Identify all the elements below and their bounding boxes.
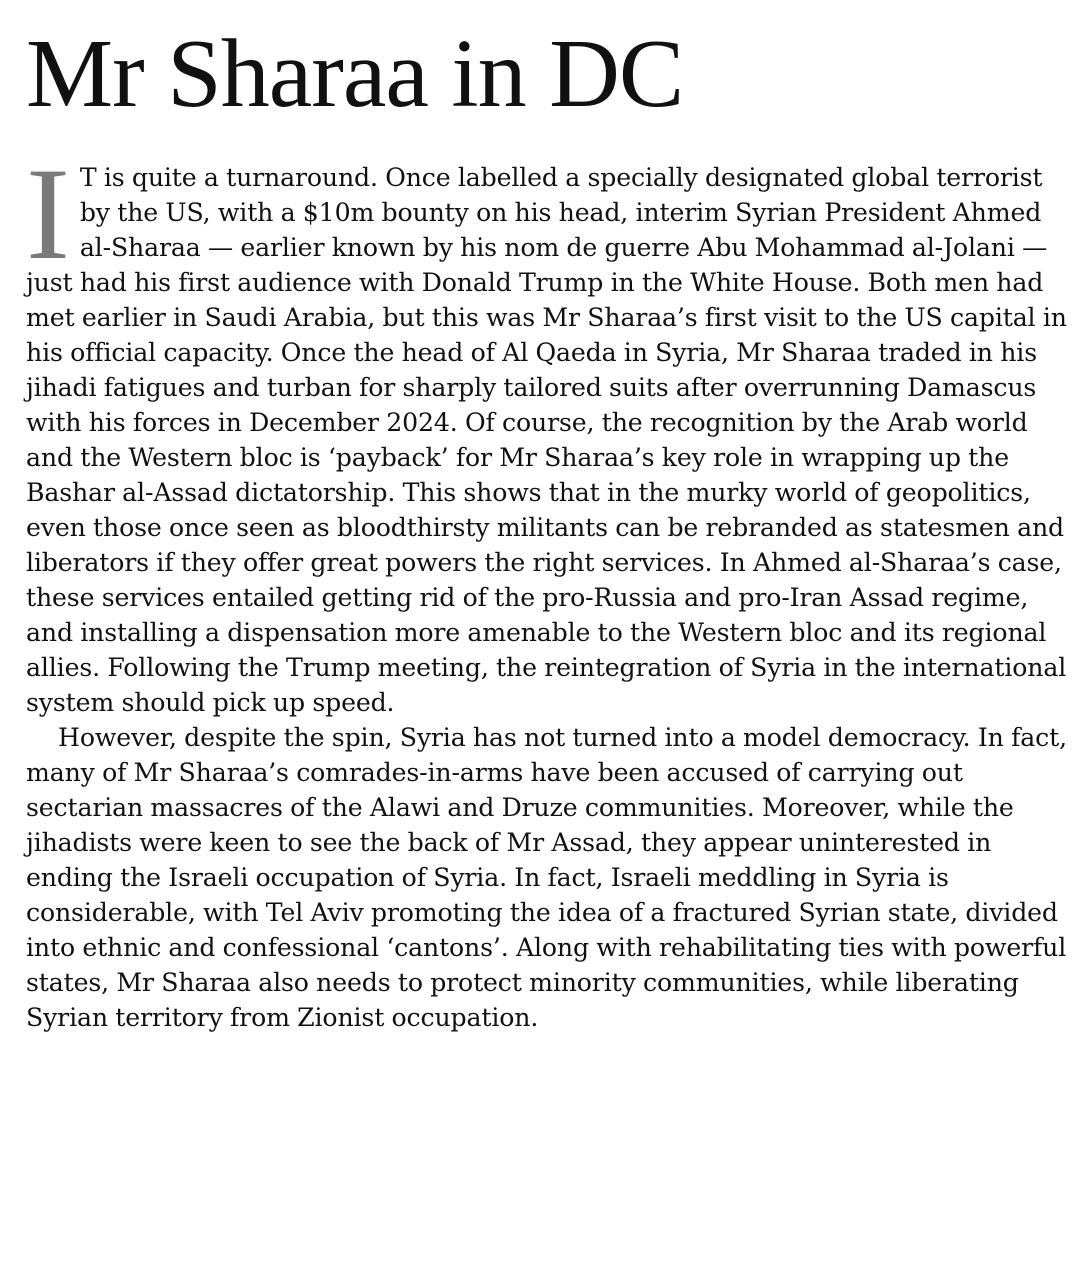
- drop-cap: I: [26, 140, 70, 287]
- article-body: [26, 140, 1074, 1035]
- paragraph-1-text: T is quite a turnaround. Once labelled a specially designated global terrorist by the US, with a $10m bounty on his head, interim Syrian President Ahmed al-Sharaa — earlier known by his nom de guerre Abu Mohammad al-Jolani — just had his first audience with Donald Trump in the White House. Both men had met earlier in Saudi Arabia, but this was Mr Sharaa’s first visit to the US capital in his official capacity. Once the head of Al Qaeda in Syria, Mr Sharaa traded in his jihadi fatigues and turban for sharply tailored suits after overrunning Damascus with his forces in December 2024. Of course, the recognition by the Arab world and the Western bloc is ‘payback’ for Mr Sharaa’s key role in wrapping up the Bashar al-Assad dictatorship. This shows that in the murky world of geopolitics, even those once seen as bloodthirsty militants can be rebranded as statesmen and liberators if they offer great powers the right services. In Ahmed al-Sharaa’s case, these services entailed getting rid of the pro-Russia and pro-Iran Assad regime, and installing a dispensation more amenable to the Western bloc and its regional allies. Following the Trump meeting, the reintegration of Syria in the international system should pick up speed.: [26, 163, 1067, 717]
- headline: Mr Sharaa in DC: [26, 20, 684, 128]
- paragraph-2: However, despite the spin, Syria has not turned into a model democracy. In fact, many of Mr Sharaa’s comrades-in-arms have been accused of carrying out sectarian massacres of the Alawi and Druze communities. Moreover, while the jihadists were keen to see the back of Mr Assad, they appear uninterested in ending the Israeli occupation of Syria. In fact, Israeli meddling in Syria is considerable, with Tel Aviv promoting the idea of a fractured Syrian state, divided into ethnic and confessional ‘cantons’. Along with rehabilitating ties with powerful states, Mr Sharaa also needs to protect minority communities, while liberating Syrian territory from Zionist occupation.: [26, 723, 1067, 1032]
- paragraph-1: [26, 140, 1074, 720]
- article: [26, 16, 1074, 1035]
